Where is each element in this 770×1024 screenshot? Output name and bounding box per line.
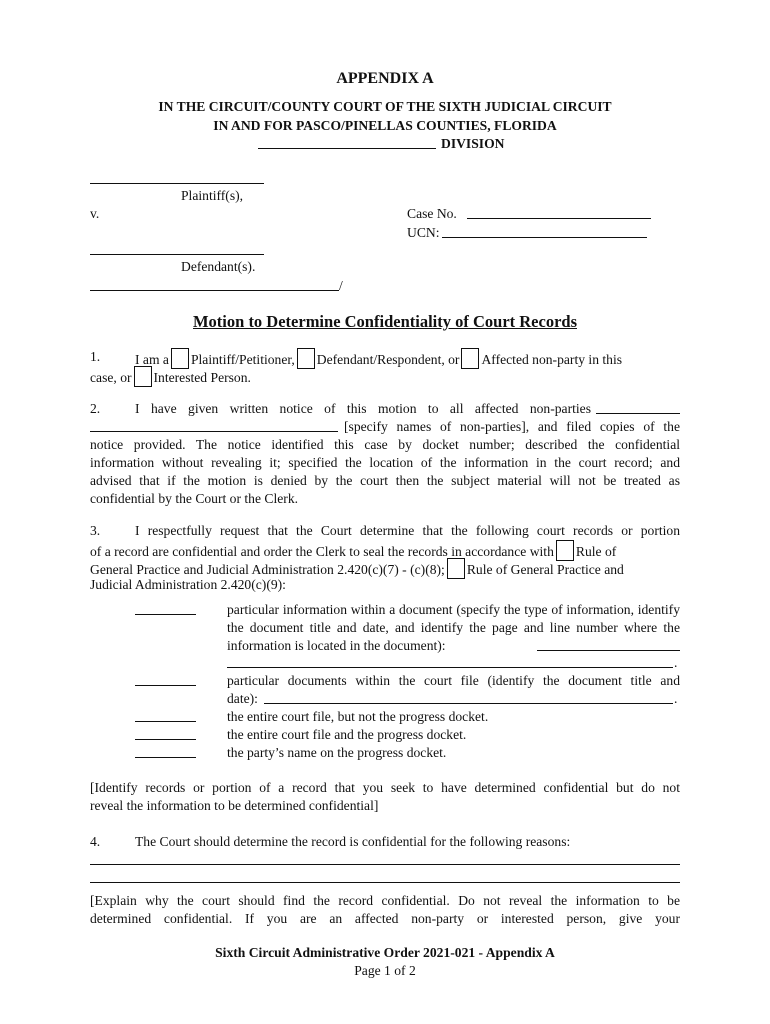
nonparty-blank-1[interactable] bbox=[596, 413, 680, 414]
p2-line-2: [specify names of non-parties], and filed copies of the bbox=[344, 419, 680, 434]
p3-rule-of: Rule of bbox=[575, 544, 617, 559]
p4-text: The Court should determine the record is confidential for the following reasons: bbox=[135, 834, 571, 849]
date-period: . bbox=[674, 691, 678, 706]
location-period: . bbox=[674, 655, 678, 670]
defendant-checkbox[interactable] bbox=[297, 348, 315, 369]
p3-rule-general: Rule of General Practice and bbox=[466, 562, 624, 577]
p2-line-5: advised that if the motion is denied by the court then the subject material will not be treated as bbox=[90, 473, 680, 488]
p2-line-3: notice provided. The notice identified this case by docket number; described the confidential bbox=[90, 437, 680, 452]
ucn-blank[interactable] bbox=[442, 237, 647, 238]
motion-title: Motion to Determine Confidentiality of Court Records bbox=[192, 312, 577, 331]
p1-option-interested: Interested Person. bbox=[153, 370, 251, 385]
interested-person-checkbox[interactable] bbox=[134, 366, 152, 387]
item-particular-info: particular information within a document (specify the type of information, identify the document title and date, and identify the page and line number where the information is located in the document): bbox=[227, 602, 680, 653]
item-blank-particular-docs[interactable] bbox=[135, 685, 196, 686]
item-blank-party-name[interactable] bbox=[135, 757, 196, 758]
caption-end-blank[interactable] bbox=[90, 290, 339, 291]
explain-note-line-1: [Explain why the court should find the record confidential. Do not reveal the information to be bbox=[90, 893, 680, 908]
caption-slash: / bbox=[339, 278, 343, 293]
p1-i-am: I am a bbox=[135, 352, 169, 367]
p2-line-6: confidential by the Court or the Clerk. bbox=[90, 491, 299, 506]
nonparty-blank-2[interactable] bbox=[90, 431, 338, 432]
item-blank-entire-file[interactable] bbox=[135, 721, 196, 722]
explain-note-line-2: determined confidential. If you are an affected non-party or interested person, give your bbox=[90, 911, 680, 926]
affected-nonparty-checkbox[interactable] bbox=[461, 348, 479, 369]
p3-line-2-text: of a record are confidential and order the Clerk to seal the records in accordance with bbox=[90, 544, 554, 559]
division-blank[interactable] bbox=[258, 148, 436, 149]
p1-number: 1. bbox=[90, 349, 101, 364]
ucn-label: UCN: bbox=[407, 225, 440, 240]
rule-c9-checkbox[interactable] bbox=[447, 558, 465, 579]
p2-line-4: information without revealing it; specified the location of the information in the court record; and bbox=[90, 455, 680, 470]
item-entire-file-docket: the entire court file and the progress docket. bbox=[227, 727, 467, 742]
plaintiff-blank[interactable] bbox=[90, 183, 264, 184]
item-blank-entire-file-docket[interactable] bbox=[135, 739, 196, 740]
plaintiff-label: Plaintiff(s), bbox=[181, 188, 244, 203]
p4-number: 4. bbox=[90, 834, 101, 849]
identify-note-line-1: [Identify records or portion of a record that you seek to have determined confidential but do not bbox=[90, 780, 680, 795]
reasons-blank-1[interactable] bbox=[90, 864, 680, 865]
p2-line-1: I have given written notice of this motion to all affected non-parties bbox=[135, 401, 591, 416]
case-no-blank[interactable] bbox=[467, 218, 651, 219]
p1-case-or: case, or bbox=[90, 370, 132, 385]
versus-label: v. bbox=[90, 206, 100, 221]
case-no-label: Case No. bbox=[407, 206, 457, 221]
identify-note-line-2: reveal the information to be determined confidential] bbox=[90, 798, 379, 813]
court-line-2: IN AND FOR PASCO/PINELLAS COUNTIES, FLORIDA bbox=[213, 118, 557, 133]
p2-number: 2. bbox=[90, 401, 101, 416]
item-party-name: the party’s name on the progress docket. bbox=[227, 745, 447, 760]
p3-line-3-text: General Practice and Judicial Administration 2.420(c)(7) - (c)(8); bbox=[90, 562, 445, 577]
reasons-blank-2[interactable] bbox=[90, 882, 680, 883]
item-entire-file: the entire court file, but not the progress docket. bbox=[227, 709, 489, 724]
p1-option-affected: Affected non-party in this bbox=[481, 352, 623, 367]
item-date-label: date): bbox=[227, 691, 258, 706]
footer-page-number: Page 1 of 2 bbox=[354, 963, 416, 978]
court-line-1: IN THE CIRCUIT/COUNTY COURT OF THE SIXTH JUDICIAL CIRCUIT bbox=[158, 99, 612, 114]
p3-line-1: I respectfully request that the Court determine that the following court records or portion bbox=[135, 523, 680, 538]
p3-line-4: Judicial Administration 2.420(c)(9): bbox=[90, 577, 286, 592]
footer-order: Sixth Circuit Administrative Order 2021-021 - Appendix A bbox=[215, 945, 555, 960]
defendant-blank[interactable] bbox=[90, 254, 264, 255]
item-particular-docs: particular documents within the court file (identify the document title and bbox=[227, 673, 680, 688]
division-label: DIVISION bbox=[441, 136, 505, 151]
p1-line-2 bbox=[90, 366, 251, 387]
date-blank[interactable] bbox=[264, 703, 673, 704]
appendix-heading: APPENDIX A bbox=[336, 70, 434, 87]
item-blank-particular-info[interactable] bbox=[135, 614, 196, 615]
p1-option-plaintiff: Plaintiff/Petitioner, bbox=[190, 352, 295, 367]
p3-number: 3. bbox=[90, 523, 101, 538]
p1-option-defendant: Defendant/Respondent, or bbox=[316, 352, 460, 367]
location-blank-2[interactable] bbox=[227, 667, 673, 668]
location-blank-1[interactable] bbox=[537, 650, 680, 651]
defendant-label: Defendant(s). bbox=[181, 259, 256, 274]
